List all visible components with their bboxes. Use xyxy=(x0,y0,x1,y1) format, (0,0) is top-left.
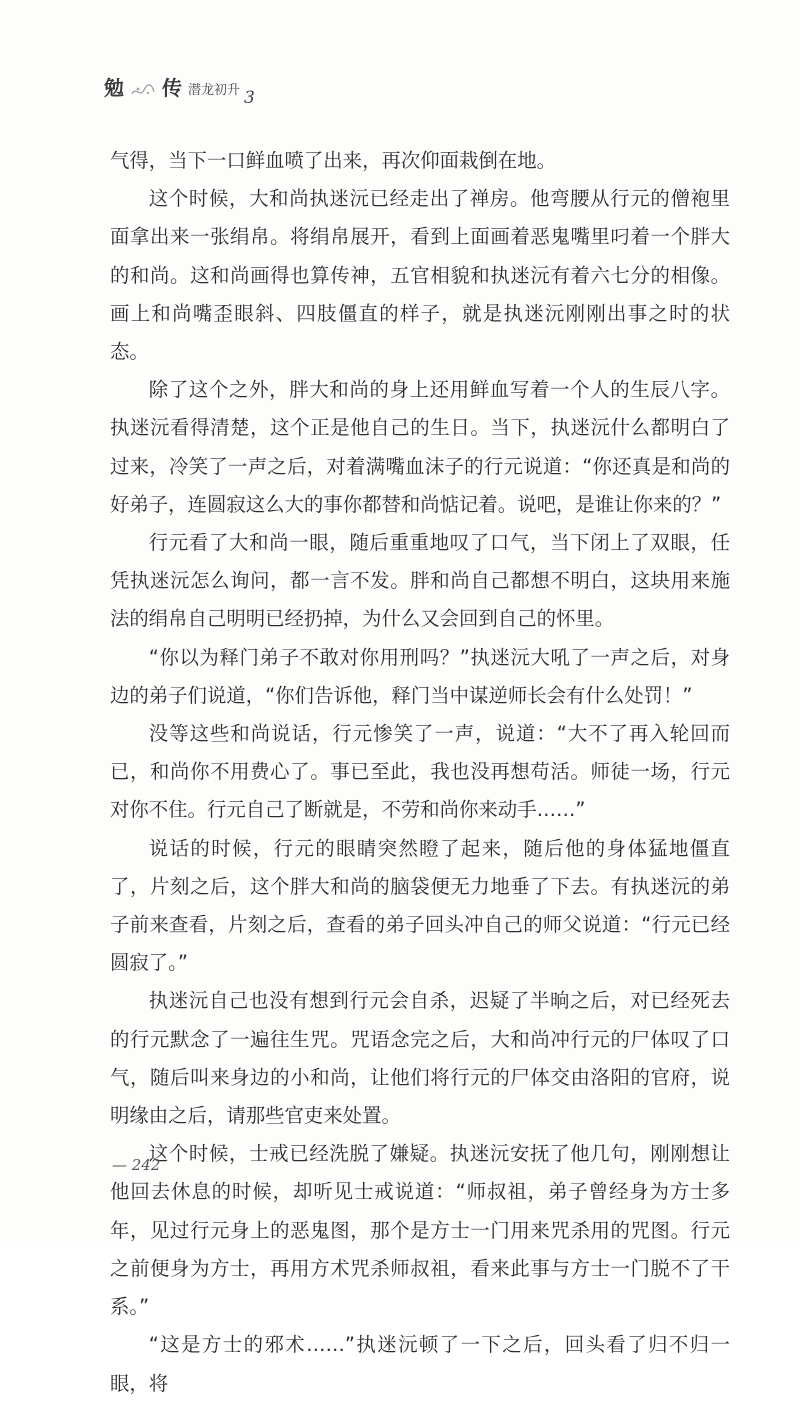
paragraph: 执迷沅自己也没有想到行元会自杀，迟疑了半晌之后，对已经死去的行元默念了一遍往生咒。咒语念完之后，大和尚冲行元的尸体叹了口气，随后叫来身边的小和尚，让他们将行元的尸体交由洛阳的官府，说明缘由之后，请那些官吏来处置。 xyxy=(110,989,730,1128)
paragraph: “你以为释门弟子不敢对你用刑吗？”执迷沅大吼了一声之后，对身边的弟子们说道，“你们告诉他，释门当中谋逆师长会有什么处罚！” xyxy=(110,645,730,707)
paragraph: 除了这个之外，胖大和尚的身上还用鲜血写着一个人的生辰八字。执迷沅看得清楚，这个正是他自己的生日。当下，执迷沅什么都明白了过来，冷笑了一声之后，对着满嘴血沫子的行元说道：“你还真是和尚的好弟子，连圆寂这么大的事你都替和尚惦记着。说吧，是谁让你来的？” xyxy=(110,378,730,516)
paragraph: 气得，当下一口鲜血喷了出来，再次仰面栽倒在地。 xyxy=(110,149,556,172)
paragraph: 这个时候，大和尚执迷沅已经走出了禅房。他弯腰从行元的僧袍里面拿出来一张绢帛。将绢帛展开，看到上面画着恶鬼嘴里叼着一个胖大的和尚。这和尚画得也算传神，五官相貌和执迷沅有着六七分的相像。画上和尚嘴歪眼斜、四肢僵直的样子，就是执迷沅刚刚出事之时的状态。 xyxy=(110,187,730,364)
header-ornament-icon xyxy=(130,80,156,100)
header-title-char-1: 勉 xyxy=(104,76,124,100)
paragraph: “这是方士的邪术……”执迷沅顿了一下之后，回头看了归不归一眼，将 xyxy=(110,1333,730,1395)
paragraph: 说话的时候，行元的眼睛突然瞪了起来，随后他的身体猛地僵直了，片刻之后，这个胖大和尚的脑袋便无力地垂了下去。有执迷沅的弟子前来查看，片刻之后，查看的弟子回头冲自己的师父说道：“行元已经圆寂了。” xyxy=(110,836,730,975)
paragraph: 这个时候，士戒已经洗脱了嫌疑。执迷沅安抚了他几句，刚刚想让他回去休息的时候，却听见士戒说道：“师叔祖，弟子曾经身为方士多年，见过行元身上的恶鬼图，那个是方士一门用来咒杀用的咒图。行元之前便身为方士，再用方术咒杀师叔祖，看来此事与方士一门脱不了干系。” xyxy=(110,1142,730,1319)
page-number: — 242 xyxy=(112,1156,161,1174)
body-text xyxy=(110,142,730,1403)
running-header xyxy=(104,72,255,108)
header-volume-number: 3 xyxy=(244,88,255,108)
header-subtitle: 潜龙初升 xyxy=(188,83,241,98)
paragraph: 行元看了大和尚一眼，随后重重地叹了口气，当下闭上了双眼，任凭执迷沅怎么询问，都一言不发。胖和尚自己都想不明白，这块用来施法的绢帛自己明明已经扔掉，为什么又会回到自己的怀里。 xyxy=(110,531,730,631)
header-title-char-2: 传 xyxy=(162,76,182,100)
paragraph: 没等这些和尚说话，行元惨笑了一声，说道：“大不了再入轮回而已，和尚你不用费心了。事已至此，我也没再想苟活。师徒一场，行元对你不住。行元自己了断就是，不劳和尚你来动手……” xyxy=(110,722,730,822)
